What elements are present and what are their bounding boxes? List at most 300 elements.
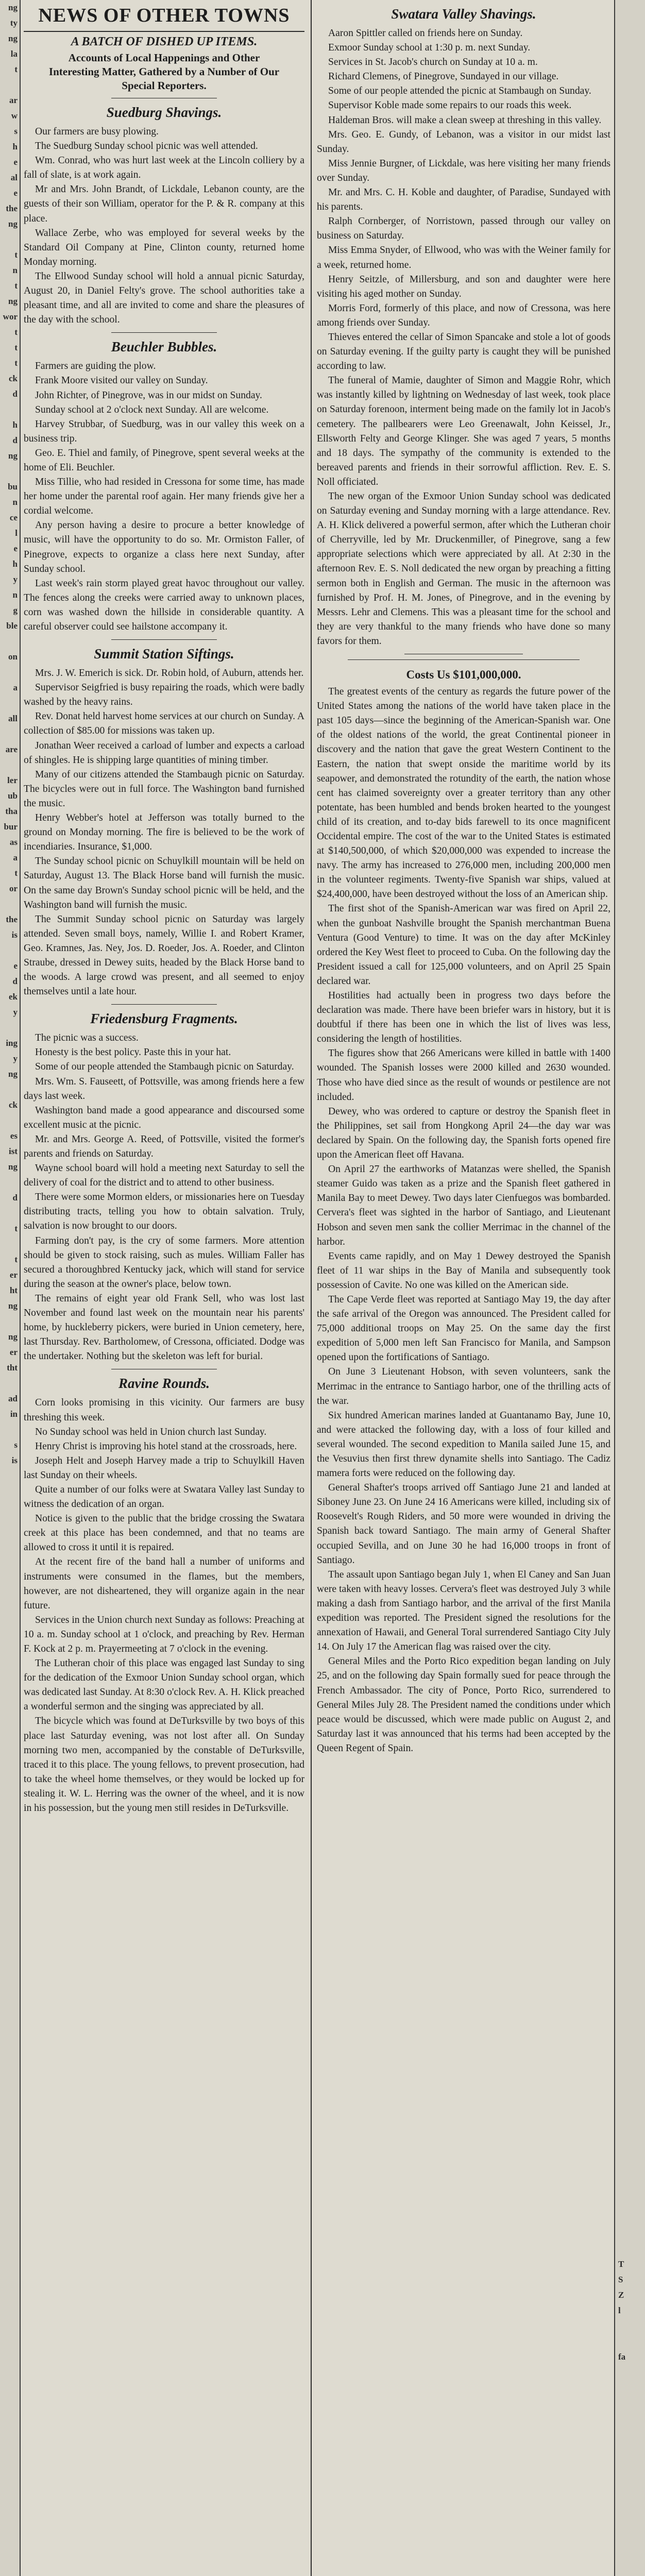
margin-fragment	[615, 2241, 645, 2257]
margin-fragment	[615, 1314, 645, 1329]
paragraph: Farmers are guiding the plow.	[35, 361, 156, 372]
paragraph: Services in the Union church next Sunday as follows: Preaching at 10 a. m. Sunday school at 1 o'clock, and preaching by Rev. Herman F. Kock at 2 p. m. Prayermeeting at 7 o'clock in the evening.	[24, 1614, 304, 1654]
margin-fragment: es	[10, 1131, 18, 1141]
section-heading: Friedensburg Fragments.	[90, 1011, 238, 1027]
margin-fragment	[615, 1206, 645, 1221]
paragraph: No Sunday school was held in Union church last Sunday.	[35, 1426, 267, 1437]
margin-fragment	[615, 835, 645, 850]
margin-fragment	[615, 2210, 645, 2226]
paragraph: Dewey, who was ordered to capture or destroy the Spanish fleet in the Philippines, set sail from Hongkong April 24—the day war was declared by Spain. On the following day, the Spanish forts opened fire upon the American fleet off Havana.	[317, 1106, 610, 1161]
margin-fragment	[615, 603, 645, 618]
margin-fragment: ng	[8, 451, 18, 461]
paragraph: The Summit Sunday school picnic on Saturday was largely attended. Seven small boys, namely, Willie I. and Robert Kramer, Geo. Kramnes, Jas. Ney, Jos. D. Roeder, Jos. A. Roeder, and Clinton Straube, dressed in Dewey suits, headed by the Black Horse band to the woods. A large crowd was present, and all seemed to enjoy themselves until a late hour.	[24, 913, 304, 997]
paragraph: The greatest events of the century as regards the future power of the United States among the nations of the world have taken place in the past 105 days—since the beginning of the American-Spanish war. One of the oldest nations of the world, the great Continental pioneer in discovery and the nation that gave the great Western Continent to the Eastern, the nation that swept onside the maritime world by its seapower, and demonstrated the rotundity of the earth, the nation whose cent has claimed sovereignty over a greater territory than any other potentate, has been humbled and bends broken hearted to the youngest child of its creation, and to-day bids farewell to its once magnificent Occidental empire. The cost of the war to the United States is estimated at $140,500,000, of which $20,000,000 was expended to increase the navy. The army has increased to 276,000 men, including 200,000 men in the volunteer regiments. Twenty-five Spanish war ships, valued at $24,400,000, have been destroyed without the loss of an American ship.	[317, 686, 610, 900]
left-margin-column	[0, 0, 21, 2576]
margin-fragment	[615, 1515, 645, 1530]
margin-fragment	[615, 1082, 645, 1097]
margin-fragment	[0, 757, 20, 773]
margin-fragment	[615, 1283, 645, 1298]
headline-deck: A BATCH OF DISHED UP ITEMS.	[71, 35, 258, 48]
margin-fragment	[615, 1623, 645, 1638]
margin-fragment: n	[12, 590, 18, 600]
margin-fragment: bur	[4, 822, 18, 832]
margin-fragment	[615, 1437, 645, 1453]
paragraph: Richard Clemens, of Pinegrove, Sundayed in our village.	[328, 71, 559, 82]
margin-fragment	[615, 1994, 645, 2009]
margin-fragment	[615, 742, 645, 757]
paragraph: At the recent fire of the band hall a number of uniforms and instruments were consumed in the flames, but the members, however, are not disheartened, they will organize again in the near future.	[24, 1556, 304, 1611]
paragraph: Mrs. Wm. S. Fauseett, of Pottsville, was among friends here a few days last week.	[24, 1076, 304, 1101]
margin-fragment	[615, 1654, 645, 1669]
paragraph: Geo. E. Thiel and family, of Pinegrove, spent several weeks at the home of Eli. Beuchler.	[24, 447, 304, 473]
margin-fragment	[615, 2566, 645, 2576]
right-margin-column	[614, 0, 645, 2576]
margin-fragment	[615, 201, 645, 216]
margin-fragment	[615, 634, 645, 649]
margin-fragment	[0, 896, 20, 912]
paragraph: The remains of eight year old Frank Sell, who was lost last November and found last week on the mountain near his parents' home, by huckleberry pickers, were buried in Union cemetery, here, last Thursday. Rev. Bartholomew, of Cressona, officiated. Dodge was the undertaker. Nothing but the skeleton was left for burial.	[24, 1293, 304, 1362]
margin-fragment: n	[12, 265, 18, 275]
margin-fragment	[615, 2442, 645, 2458]
margin-fragment: al	[10, 173, 18, 182]
margin-fragment: t	[14, 1224, 18, 1233]
margin-fragment	[0, 1422, 20, 1437]
margin-fragment	[615, 696, 645, 711]
margin-fragment	[615, 1036, 645, 1051]
paragraph: The Ellwood Sunday school will hold a annual picnic Saturday, August 20, in Daniel Felty's grove. The school authorities take a pleasant time, and all are invited to come and share the pleasures of the day with the school.	[24, 270, 304, 326]
margin-fragment	[0, 634, 20, 649]
margin-fragment	[0, 402, 20, 417]
paragraph: The figures show that 266 Americans were killed in battle with 1400 wounded. The Spanish losses were 2000 killed and 2630 wounded. Those who have died since as the result of wounds or pestilence are not included.	[317, 1048, 610, 1103]
paragraph: Corn looks promising in this vicinity. Our farmers are busy threshing this week.	[24, 1397, 304, 1423]
margin-fragment	[615, 2504, 645, 2519]
column-divider	[311, 0, 312, 2576]
paragraph: Wm. Conrad, who was hurt last week at the Lincoln colliery by a fall of slate, is at work again.	[24, 155, 304, 181]
margin-fragment: ad	[8, 1394, 18, 1403]
margin-fragment	[615, 1978, 645, 1994]
margin-fragment	[615, 2334, 645, 2349]
paragraph: John Richter, of Pinegrove, was in our midst on Sunday.	[35, 389, 262, 401]
margin-fragment	[615, 2117, 645, 2133]
margin-fragment	[615, 2427, 645, 2442]
paragraph: Services in St. Jacob's church on Sunday at 10 a. m.	[328, 57, 538, 68]
margin-fragment	[615, 1870, 645, 1886]
margin-fragment	[615, 1376, 645, 1391]
paragraph: Notice is given to the public that the bridge crossing the Swatara creek at this place has been condemned, and that no teams are allowed to cross it until it is repaired.	[24, 1513, 304, 1553]
margin-fragment: ng	[8, 219, 18, 229]
margin-fragment	[615, 2411, 645, 2427]
margin-fragment: ng	[8, 1069, 18, 1079]
margin-fragment	[615, 1530, 645, 1546]
margin-fragment: e	[13, 961, 18, 971]
margin-fragment	[615, 371, 645, 386]
section-divider	[111, 639, 217, 640]
margin-fragment: s	[14, 126, 18, 136]
margin-fragment	[615, 1824, 645, 1839]
paragraph: Rev. Donat held harvest home services at our church on Sunday. A collection of $85.00 for missions was taken up.	[24, 711, 304, 737]
margin-fragment	[615, 495, 645, 510]
margin-fragment	[615, 1221, 645, 1236]
margin-fragment	[615, 386, 645, 402]
margin-fragment: ty	[10, 18, 18, 28]
margin-fragment: all	[8, 714, 18, 723]
margin-fragment: h	[12, 142, 18, 151]
margin-fragment	[615, 2179, 645, 2195]
margin-fragment	[615, 1422, 645, 1437]
section-divider	[111, 332, 217, 333]
margin-fragment	[0, 77, 20, 93]
paragraph: There were some Mormon elders, or missionaries here on Tuesday distributing tracts, telling you how to obtain salvation. Truly, salvation is now brought to our doors.	[24, 1192, 304, 1232]
margin-fragment	[615, 541, 645, 556]
paragraph: Henry Seitzle, of Millersburg, and son and daughter were here visiting his aged mother on Sunday.	[317, 274, 610, 299]
margin-fragment: t	[14, 327, 18, 337]
margin-fragment	[615, 2226, 645, 2241]
margin-fragment: h	[12, 420, 18, 430]
paragraph: The Sunday school picnic on Schuylkill mountain will be held on Saturday, August 13. The Black Horse band will furnish the music. On the same day Brown's Sunday school picnic will be held, and the Washington band will furnish the music.	[24, 856, 304, 910]
margin-fragment	[615, 1808, 645, 1824]
margin-fragment	[615, 726, 645, 742]
margin-fragment: ng	[8, 296, 18, 306]
margin-fragment: the	[6, 914, 18, 924]
margin-fragment	[615, 2164, 645, 2179]
margin-fragment	[615, 2102, 645, 2117]
margin-fragment	[615, 2318, 645, 2334]
margin-fragment	[615, 108, 645, 124]
margin-fragment: is	[11, 1455, 18, 1465]
paragraph: Six hundred American marines landed at Guantanamo Bay, June 10, and were attacked the following day, with a loss of four killed and several wounded. The second expedition to Manila sailed June 15, and the Vesuvius then first threw dynamite shells into Santiago. The Cadiz mamera forts were reduced on the following day.	[317, 1410, 610, 1479]
margin-fragment	[615, 1932, 645, 1947]
margin-fragment	[615, 866, 645, 881]
margin-fragment: ble	[6, 621, 18, 631]
margin-fragment	[615, 31, 645, 46]
margin-fragment	[615, 1128, 645, 1144]
margin-fragment	[615, 433, 645, 448]
margin-fragment	[615, 1700, 645, 1716]
column-two	[317, 0, 610, 2576]
margin-fragment: is	[11, 930, 18, 940]
margin-fragment	[615, 1901, 645, 1917]
paragraph: Events came rapidly, and on May 1 Dewey destroyed the Spanish fleet of 11 war ships in the Bay of Manila and subsequently took possession of Cavite. No one was killed on the American side.	[317, 1250, 610, 1291]
margin-fragment: d	[12, 389, 18, 399]
margin-fragment: d	[12, 976, 18, 986]
margin-fragment	[615, 1453, 645, 1468]
margin-fragment	[615, 2133, 645, 2148]
margin-fragment	[615, 618, 645, 634]
margin-fragment: ng	[8, 3, 18, 12]
margin-fragment	[615, 464, 645, 479]
paragraph: Joseph Helt and Joseph Harvey made a trip to Schuylkill Haven last Sunday on their wheels.	[24, 1455, 304, 1481]
margin-fragment	[615, 2087, 645, 2102]
section-heading: Summit Station Siftings.	[94, 646, 234, 662]
paragraph: Honesty is the best policy. Paste this in your hat.	[35, 1047, 231, 1058]
margin-fragment	[615, 1159, 645, 1175]
margin-fragment	[615, 417, 645, 433]
paragraph: Ralph Cornberger, of Norristown, passed through our valley on business on Saturday.	[317, 216, 610, 242]
paragraph: The first shot of the Spanish-American war was fired on April 22, when the gunboat Nashville brought the Spanish merchantman Buena Ventura (Good Venture) to time. It was on the day after McKinley ordered the Key West fleet to proceed to Cuba. On the following day the President issued a call for 125,000 volunteers, and on April 25 Spain declared war.	[317, 903, 610, 987]
margin-fragment	[615, 556, 645, 572]
paragraph: Some of our people attended the Stambaugh picnic on Saturday.	[35, 1061, 294, 1073]
margin-fragment	[615, 850, 645, 866]
margin-fragment	[615, 958, 645, 974]
paragraph: Wallace Zerbe, who was employed for several weeks by the Standard Oil Company at Pine, Clinton county, returned home Monday morning.	[24, 227, 304, 267]
paragraph: Frank Moore visited our valley on Sunday.	[35, 375, 208, 386]
margin-fragment: wor	[3, 312, 18, 321]
margin-fragment	[615, 2009, 645, 2025]
margin-fragment: s	[14, 1440, 18, 1450]
margin-fragment	[615, 1144, 645, 1159]
margin-fragment: a	[13, 683, 18, 692]
section-heading: Beuchler Bubbles.	[111, 339, 217, 355]
margin-fragment	[615, 1917, 645, 1932]
margin-fragment	[615, 804, 645, 819]
margin-fragment: y	[13, 1054, 18, 1063]
section-heading: Costs Us $101,000,000.	[406, 668, 521, 682]
margin-fragment	[615, 1947, 645, 1963]
margin-fragment: er	[9, 1270, 18, 1280]
margin-fragment: ck	[9, 374, 18, 383]
margin-fragment	[615, 881, 645, 896]
paragraph: Our farmers are busy plowing.	[35, 126, 159, 137]
margin-fragment	[0, 696, 20, 711]
paragraph: Aaron Spittler called on friends here on Sunday.	[328, 28, 523, 39]
margin-fragment: tht	[7, 1363, 18, 1372]
margin-fragment	[615, 2056, 645, 2071]
margin-fragment	[615, 1747, 645, 1762]
margin-fragment	[615, 1716, 645, 1731]
margin-fragment: ub	[8, 791, 18, 801]
margin-fragment	[615, 77, 645, 93]
margin-fragment	[615, 773, 645, 788]
margin-fragment	[615, 526, 645, 541]
margin-fragment	[0, 1206, 20, 1221]
margin-fragment	[615, 2396, 645, 2411]
margin-fragment: n	[12, 497, 18, 507]
margin-fragment	[615, 1839, 645, 1855]
margin-fragment: ing	[6, 1038, 18, 1048]
column-one	[24, 0, 304, 2576]
margin-fragment: t	[14, 1255, 18, 1264]
margin-fragment	[615, 1561, 645, 1577]
margin-fragment	[615, 1406, 645, 1422]
margin-fragment: l	[15, 528, 18, 538]
margin-fragment: y	[13, 574, 18, 584]
margin-fragment	[615, 1267, 645, 1283]
paragraph: Many of our citizens attended the Stambaugh picnic on Saturday. The bicycles were out in full force. The Washington band furnished the music.	[24, 769, 304, 809]
margin-fragment	[615, 1005, 645, 1020]
margin-fragment	[615, 2071, 645, 2087]
margin-fragment	[615, 479, 645, 495]
margin-fragment	[615, 1066, 645, 1082]
margin-fragment: ce	[9, 513, 18, 522]
margin-fragment	[615, 1607, 645, 1623]
margin-fragment	[615, 340, 645, 355]
margin-fragment	[615, 2195, 645, 2210]
margin-fragment	[615, 788, 645, 804]
margin-fragment	[615, 1592, 645, 1607]
headline-subdeck: Accounts of Local Happenings and Other Interesting Matter, Gathered by a Number of Our Special Reporters.	[48, 52, 280, 92]
margin-fragment	[615, 1731, 645, 1747]
margin-fragment	[615, 1329, 645, 1345]
margin-fragment	[615, 1190, 645, 1206]
margin-fragment	[615, 1638, 645, 1654]
paragraph: Quite a number of our folks were at Swatara Valley last Sunday to witness the dedication of an organ.	[24, 1484, 304, 1510]
margin-fragment	[615, 665, 645, 680]
paragraph: Mr. and Mrs. C. H. Koble and daughter, of Paradise, Sundayed with his parents.	[317, 187, 610, 213]
margin-fragment	[615, 247, 645, 263]
margin-fragment	[615, 2473, 645, 2488]
margin-fragment	[615, 2380, 645, 2396]
margin-fragment	[615, 1175, 645, 1190]
section-heading: Ravine Rounds.	[118, 1376, 210, 1392]
margin-fragment	[0, 1175, 20, 1190]
margin-fragment	[615, 62, 645, 77]
paragraph: Henry Webber's hotel at Jefferson was totally burned to the ground on Monday morning. The fire is believed to be the work of incendiaries. Insurance, $1,000.	[24, 812, 304, 853]
margin-fragment	[0, 665, 20, 680]
margin-fragment	[0, 464, 20, 479]
margin-fragment: tha	[5, 806, 18, 816]
column-one-sections	[24, 105, 304, 1816]
paragraph: Jonathan Weer received a carload of lumber and expects a carload of shingles. He is shipping large quantities of mining timber.	[24, 740, 304, 766]
margin-fragment	[615, 711, 645, 726]
page-title: NEWS OF OTHER TOWNS	[24, 4, 304, 32]
margin-fragment: ng	[8, 1162, 18, 1172]
section-heading: Swatara Valley Shavings.	[391, 6, 536, 22]
margin-fragment: ng	[8, 33, 18, 43]
paragraph: Sunday school at 2 o'clock next Sunday. All are welcome.	[35, 404, 269, 415]
margin-fragment	[615, 2519, 645, 2535]
margin-fragment	[615, 989, 645, 1005]
margin-fragment: Z	[618, 2290, 624, 2300]
margin-fragment: e	[13, 157, 18, 167]
margin-fragment	[615, 402, 645, 417]
paragraph: Harvey Strubbar, of Suedburg, was in our valley this week on a business trip.	[24, 418, 304, 444]
margin-fragment: t	[14, 250, 18, 260]
margin-fragment	[615, 510, 645, 526]
margin-fragment	[615, 155, 645, 170]
margin-fragment	[0, 1376, 20, 1391]
paragraph: The Suedburg Sunday school picnic was well attended.	[35, 141, 258, 152]
margin-fragment: ck	[9, 1100, 18, 1110]
margin-fragment	[615, 2535, 645, 2550]
margin-fragment	[615, 649, 645, 665]
margin-fragment	[615, 1793, 645, 1808]
margin-fragment	[615, 263, 645, 278]
margin-fragment	[615, 1546, 645, 1561]
margin-fragment: d	[12, 435, 18, 445]
margin-fragment: e	[13, 188, 18, 198]
paragraph: General Miles and the Porto Rico expedition began landing on July 25, and on the following day Spain formally sued for peace through the French Ambassador. The city of Ponce, Porto Rico, surrendered to General Miles July 28. The President named the conditions under which peace would be discussed, which were made public on August 2, and Saturday last it was announced that his terms had been accepted by the Queen Regent of Spain.	[317, 1656, 610, 1754]
paragraph: Last week's rain storm played great havoc throughout our valley. The fences along the creeks were carried away to unknown places, corn was washed down the hillside in considerable quantity. A careful observer could see hailstone accompany it.	[24, 578, 304, 632]
margin-fragment	[615, 1484, 645, 1499]
margin-fragment	[615, 1391, 645, 1406]
margin-fragment: l	[618, 2306, 621, 2315]
margin-fragment: ht	[9, 1285, 18, 1295]
margin-fragment	[615, 1345, 645, 1360]
margin-fragment: in	[10, 1409, 18, 1419]
paragraph: Exmoor Sunday school at 1:30 p. m. next Sunday.	[328, 42, 531, 54]
margin-fragment: or	[9, 884, 18, 893]
paragraph: On June 3 Lieutenant Hobson, with seven volunteers, sank the Merrimac in the entrance to Santiago harbor, one of the thrilling acts of the war.	[317, 1366, 610, 1406]
margin-fragment	[0, 943, 20, 958]
paragraph: Morris Ford, formerly of this place, and now of Cressona, was here among friends over Sunday.	[317, 302, 610, 328]
paragraph: The Lutheran choir of this place was engaged last Sunday to sing for the dedication of the Exmoor Union Sunday school organ, which was dedicated last Sunday. At 8:30 o'clock Rev. A. H. Klick preached a wonderful sermon and the singing was appreciated by all.	[24, 1658, 304, 1713]
margin-fragment	[615, 1236, 645, 1252]
margin-fragment: d	[12, 1193, 18, 1202]
margin-fragment	[615, 15, 645, 31]
margin-fragment	[615, 46, 645, 62]
margin-fragment	[615, 819, 645, 835]
margin-fragment: bu	[8, 482, 18, 492]
margin-fragment	[0, 232, 20, 247]
paragraph: Thieves entered the cellar of Simon Spancake and stole a lot of goods on Saturday evening. If the guilty party is caught they will be punished according to law.	[317, 331, 610, 372]
margin-fragment: ng	[8, 1332, 18, 1342]
margin-fragment: on	[8, 652, 18, 662]
margin-fragment	[615, 927, 645, 943]
margin-fragment: t	[14, 343, 18, 352]
margin-fragment	[615, 1762, 645, 1777]
margin-fragment	[615, 232, 645, 247]
margin-fragment: are	[5, 744, 18, 754]
paragraph: Miss Jennie Burgner, of Lickdale, was here visiting her many friends over Sunday.	[317, 158, 610, 183]
paragraph: The new organ of the Exmoor Union Sunday school was dedicated on Saturday evening and Sunday morning with a large attendance. Rev. A. H. Klick delivered a powerful sermon, after which the Lutheran choir of Cherryville, led by Mr. Druckenmiller, of Pinegrove, sang a few appropriate selections which were appreciated by all. At 2:30 in the afternoon Rev. E. S. Noll dedicated the new organ by preaching a fitting sermon both in English and German. The music in the afternoon was furnished by Prof. H. M. Jones, of Pinegrove, and in the evening by Messrs. Lehr and Clemens. This was a pleasant time for the school and they are very thankful to the many friends who have done so many favors for them.	[317, 491, 610, 647]
margin-fragment	[615, 124, 645, 139]
margin-fragment	[615, 943, 645, 958]
paragraph: The bicycle which was found at DeTurksville by two boys of this place last Saturday evening, was not lost after all. On Sunday morning two men, accompanied by the constable of DeTurksville, traced it to this place. The young fellows, to prevent prosecution, had to take the wheel home themselves, or they would be locked up for stealing it. W. L. Herring was the owner of the wheel, and it is now in his possession, but the young men still resides in DeTurksville.	[24, 1716, 304, 1814]
margin-fragment	[615, 1360, 645, 1376]
margin-fragment	[615, 1113, 645, 1128]
margin-fragment	[615, 1577, 645, 1592]
margin-fragment	[615, 1777, 645, 1793]
margin-fragment: g	[13, 605, 18, 615]
paragraph: Mr. and Mrs. George A. Reed, of Pottsville, visited the former's parents and friends on Saturday.	[24, 1133, 304, 1159]
margin-fragment	[615, 974, 645, 989]
margin-fragment	[615, 572, 645, 587]
paragraph: Mrs. J. W. Emerich is sick. Dr. Robin hold, of Auburn, attends her.	[35, 668, 304, 679]
margin-fragment	[615, 1252, 645, 1267]
margin-fragment: ek	[9, 992, 18, 1002]
paragraph: The Cape Verde fleet was reported at Santiago May 19, the day after the safe arrival of the Oregon was announced. The President called for 75,000 additional troops on May 25. On the same day the first expedition of 5,000 men left San Francisco for Manila, and Sampson opened upon the fortifications of Santiago.	[317, 1294, 610, 1363]
margin-fragment: e	[13, 544, 18, 553]
margin-fragment	[615, 2550, 645, 2566]
section-divider	[348, 659, 580, 660]
margin-fragment	[615, 757, 645, 773]
margin-fragment	[615, 278, 645, 294]
margin-fragment: y	[13, 1007, 18, 1017]
paragraph: Mrs. Geo. E. Gundy, of Lebanon, was a visitor in our midst last Sunday.	[317, 129, 610, 155]
margin-fragment	[0, 1082, 20, 1097]
margin-fragment	[615, 1855, 645, 1870]
margin-fragment	[0, 726, 20, 742]
paragraph: On April 27 the earthworks of Matanzas were shelled, the Spanish steamer Guido was taken as a prize and the Spanish fleet gathered in Manila Bay to meet Dewey. Two days later Cienfuegos was bombarded. Cervera's fleet was sighted in the harbor of Santiago, and Lieutenant Hobson and seven men sank the collier Merrimac in the channel of the harbor.	[317, 1164, 610, 1247]
paragraph: Supervisor Seigfried is busy repairing the roads, which were badly washed by the heavy rains.	[24, 682, 304, 708]
margin-fragment: er	[9, 1347, 18, 1357]
margin-fragment: t	[14, 868, 18, 878]
margin-fragment: h	[12, 559, 18, 569]
margin-fragment	[615, 587, 645, 603]
margin-fragment	[615, 2488, 645, 2504]
margin-fragment: fa	[618, 2352, 626, 2362]
margin-fragment	[615, 1685, 645, 1700]
margin-fragment	[615, 1499, 645, 1515]
margin-fragment	[0, 1113, 20, 1128]
margin-fragment: t	[14, 64, 18, 74]
margin-fragment	[615, 1020, 645, 1036]
margin-fragment	[615, 170, 645, 185]
margin-fragment	[615, 1669, 645, 1685]
margin-fragment	[615, 1298, 645, 1314]
paragraph: Any person having a desire to procure a better knowledge of music, will have the opportunity to do so. Mr. Ormiston Faller, of Pinegrove, expects to organize a class here next Sunday, after Sunday school.	[24, 520, 304, 574]
margin-fragment	[615, 325, 645, 340]
